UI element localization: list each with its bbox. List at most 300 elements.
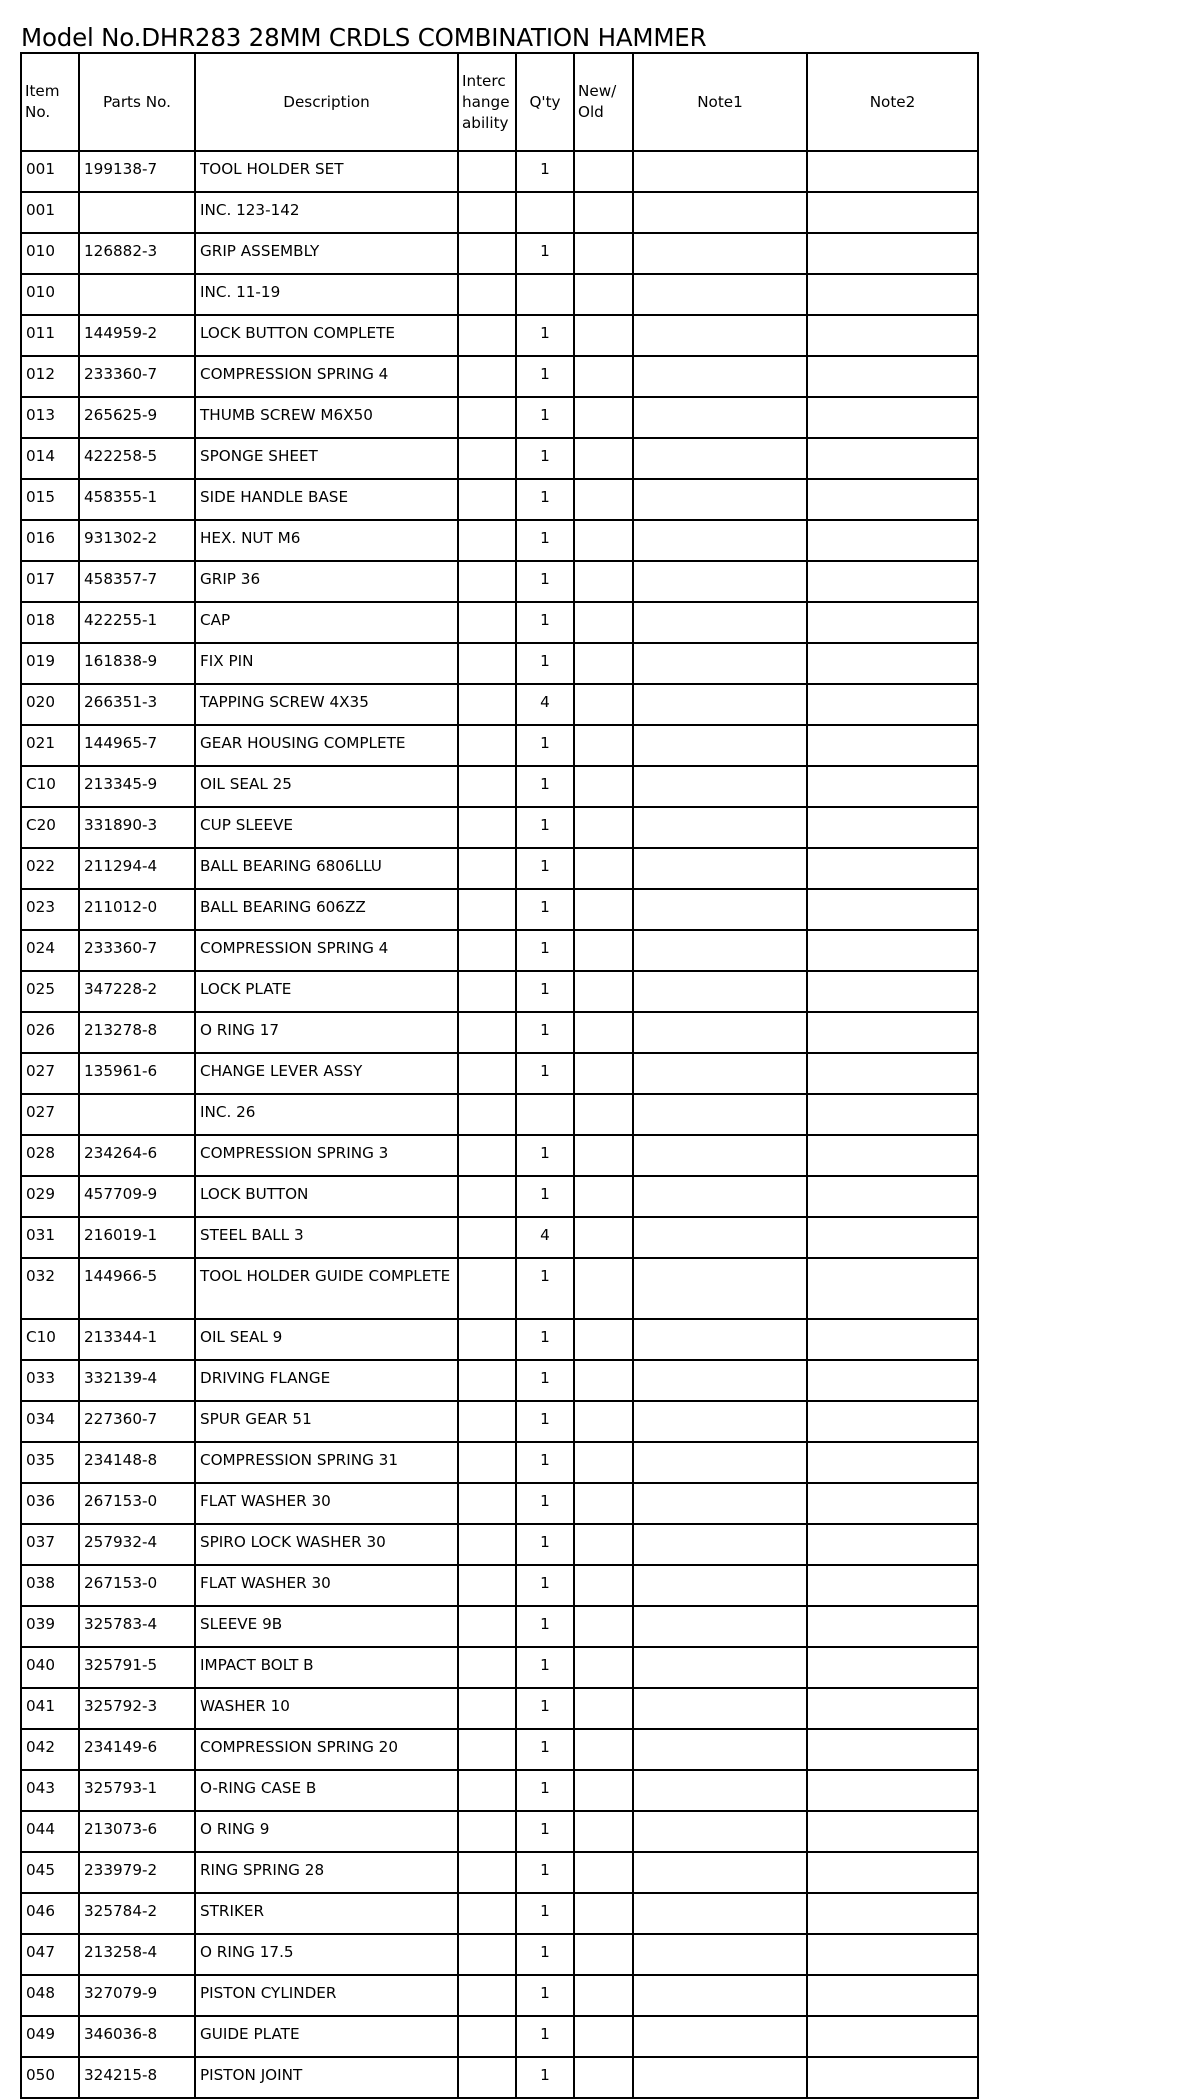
cell-qty: 1	[516, 1442, 574, 1483]
cell-new-old	[574, 397, 633, 438]
cell-description: WASHER 10	[195, 1688, 458, 1729]
header-note2: Note2	[807, 53, 978, 151]
cell-interchangeability	[458, 1258, 516, 1319]
cell-item-no: 014	[21, 438, 79, 479]
table-row	[21, 151, 978, 192]
cell-interchangeability	[458, 315, 516, 356]
cell-item-no: 050	[21, 2057, 79, 2098]
cell-parts-no: 213278-8	[79, 1012, 195, 1053]
cell-item-no: 048	[21, 1975, 79, 2016]
cell-item-no: 010	[21, 274, 79, 315]
cell-qty: 1	[516, 1360, 574, 1401]
cell-interchangeability	[458, 1360, 516, 1401]
cell-note2	[807, 1647, 978, 1688]
cell-new-old	[574, 1360, 633, 1401]
cell-note2	[807, 1975, 978, 2016]
cell-parts-no	[79, 1094, 195, 1135]
cell-qty: 1	[516, 1975, 574, 2016]
cell-note2	[807, 1483, 978, 1524]
cell-qty: 1	[516, 971, 574, 1012]
cell-description: TOOL HOLDER GUIDE COMPLETE	[195, 1258, 458, 1319]
cell-item-no: 028	[21, 1135, 79, 1176]
cell-interchangeability	[458, 1012, 516, 1053]
table-row	[21, 1975, 978, 2016]
table-row	[21, 1606, 978, 1647]
table-row	[21, 684, 978, 725]
cell-parts-no: 266351-3	[79, 684, 195, 725]
cell-note2	[807, 1934, 978, 1975]
cell-description: O RING 9	[195, 1811, 458, 1852]
cell-note2	[807, 192, 978, 233]
cell-qty: 1	[516, 561, 574, 602]
cell-new-old	[574, 1606, 633, 1647]
cell-note1	[633, 1094, 807, 1135]
cell-interchangeability	[458, 1401, 516, 1442]
cell-description: COMPRESSION SPRING 31	[195, 1442, 458, 1483]
cell-interchangeability	[458, 1319, 516, 1360]
header-qty: Q'ty	[516, 53, 574, 151]
cell-parts-no: 144965-7	[79, 725, 195, 766]
cell-note2	[807, 2057, 978, 2098]
cell-description: SLEEVE 9B	[195, 1606, 458, 1647]
cell-note2	[807, 315, 978, 356]
cell-item-no: 010	[21, 233, 79, 274]
table-row	[21, 1319, 978, 1360]
cell-note2	[807, 848, 978, 889]
cell-description: DRIVING FLANGE	[195, 1360, 458, 1401]
cell-new-old	[574, 1975, 633, 2016]
cell-description: CHANGE LEVER ASSY	[195, 1053, 458, 1094]
cell-description: O RING 17	[195, 1012, 458, 1053]
cell-note1	[633, 766, 807, 807]
cell-new-old	[574, 479, 633, 520]
cell-description: CUP SLEEVE	[195, 807, 458, 848]
cell-qty: 1	[516, 356, 574, 397]
cell-parts-no	[79, 192, 195, 233]
cell-new-old	[574, 1770, 633, 1811]
cell-interchangeability	[458, 1770, 516, 1811]
cell-note2	[807, 1442, 978, 1483]
table-row	[21, 1094, 978, 1135]
cell-qty	[516, 1094, 574, 1135]
cell-description: INC. 123-142	[195, 192, 458, 233]
cell-parts-no: 161838-9	[79, 643, 195, 684]
cell-note2	[807, 274, 978, 315]
cell-qty: 1	[516, 1606, 574, 1647]
cell-note2	[807, 725, 978, 766]
table-row	[21, 1811, 978, 1852]
cell-qty: 1	[516, 397, 574, 438]
cell-interchangeability	[458, 1975, 516, 2016]
cell-note1	[633, 2016, 807, 2057]
cell-parts-no: 199138-7	[79, 151, 195, 192]
cell-qty: 1	[516, 1811, 574, 1852]
cell-new-old	[574, 930, 633, 971]
cell-item-no: 018	[21, 602, 79, 643]
cell-new-old	[574, 1811, 633, 1852]
cell-qty: 1	[516, 2016, 574, 2057]
cell-note1	[633, 520, 807, 561]
table-row	[21, 1483, 978, 1524]
cell-item-no: 017	[21, 561, 79, 602]
cell-description: BALL BEARING 606ZZ	[195, 889, 458, 930]
cell-note2	[807, 1135, 978, 1176]
cell-qty: 1	[516, 1258, 574, 1319]
cell-note1	[633, 397, 807, 438]
cell-interchangeability	[458, 438, 516, 479]
cell-note1	[633, 602, 807, 643]
cell-note2	[807, 1606, 978, 1647]
table-row	[21, 274, 978, 315]
cell-interchangeability	[458, 602, 516, 643]
cell-new-old	[574, 602, 633, 643]
cell-note1	[633, 684, 807, 725]
cell-new-old	[574, 1176, 633, 1217]
cell-item-no: 016	[21, 520, 79, 561]
cell-note1	[633, 1606, 807, 1647]
cell-item-no: 033	[21, 1360, 79, 1401]
table-row	[21, 315, 978, 356]
cell-note2	[807, 1053, 978, 1094]
cell-description: LOCK BUTTON	[195, 1176, 458, 1217]
table-row	[21, 971, 978, 1012]
cell-description: INC. 11-19	[195, 274, 458, 315]
cell-note2	[807, 1688, 978, 1729]
cell-parts-no: 213073-6	[79, 1811, 195, 1852]
cell-description: SPONGE SHEET	[195, 438, 458, 479]
cell-note1	[633, 479, 807, 520]
cell-item-no: 046	[21, 1893, 79, 1934]
cell-interchangeability	[458, 356, 516, 397]
table-row	[21, 1893, 978, 1934]
cell-new-old	[574, 1565, 633, 1606]
table-row	[21, 397, 978, 438]
cell-note1	[633, 356, 807, 397]
cell-description: TOOL HOLDER SET	[195, 151, 458, 192]
cell-new-old	[574, 1053, 633, 1094]
cell-note1	[633, 1729, 807, 1770]
cell-item-no: 025	[21, 971, 79, 1012]
cell-note1	[633, 1053, 807, 1094]
cell-new-old	[574, 1135, 633, 1176]
parts-table	[20, 52, 979, 2099]
cell-description: O-RING CASE B	[195, 1770, 458, 1811]
cell-note1	[633, 1442, 807, 1483]
cell-qty: 1	[516, 930, 574, 971]
cell-note2	[807, 397, 978, 438]
cell-item-no: 038	[21, 1565, 79, 1606]
cell-qty: 1	[516, 1319, 574, 1360]
table-row	[21, 479, 978, 520]
table-row	[21, 602, 978, 643]
cell-note1	[633, 807, 807, 848]
cell-note2	[807, 971, 978, 1012]
cell-note1	[633, 1360, 807, 1401]
cell-new-old	[574, 725, 633, 766]
cell-note1	[633, 438, 807, 479]
cell-interchangeability	[458, 1811, 516, 1852]
table-row	[21, 1135, 978, 1176]
cell-description: THUMB SCREW M6X50	[195, 397, 458, 438]
cell-qty: 1	[516, 1012, 574, 1053]
cell-qty: 1	[516, 1053, 574, 1094]
cell-item-no: 001	[21, 192, 79, 233]
cell-note1	[633, 1565, 807, 1606]
cell-parts-no: 458355-1	[79, 479, 195, 520]
cell-parts-no: 331890-3	[79, 807, 195, 848]
cell-interchangeability	[458, 1483, 516, 1524]
cell-item-no: 036	[21, 1483, 79, 1524]
cell-note2	[807, 1319, 978, 1360]
cell-note1	[633, 1135, 807, 1176]
table-row	[21, 1176, 978, 1217]
cell-parts-no: 325792-3	[79, 1688, 195, 1729]
cell-item-no: 026	[21, 1012, 79, 1053]
cell-description: HEX. NUT M6	[195, 520, 458, 561]
cell-qty: 4	[516, 684, 574, 725]
cell-interchangeability	[458, 2057, 516, 2098]
table-row	[21, 561, 978, 602]
table-row	[21, 438, 978, 479]
cell-qty: 1	[516, 807, 574, 848]
table-row	[21, 1934, 978, 1975]
cell-interchangeability	[458, 725, 516, 766]
cell-interchangeability	[458, 1688, 516, 1729]
cell-interchangeability	[458, 1934, 516, 1975]
cell-description: CAP	[195, 602, 458, 643]
cell-qty: 1	[516, 1893, 574, 1934]
cell-parts-no: 422255-1	[79, 602, 195, 643]
cell-note2	[807, 684, 978, 725]
cell-qty: 1	[516, 1647, 574, 1688]
cell-interchangeability	[458, 1176, 516, 1217]
cell-new-old	[574, 2057, 633, 2098]
cell-description: SPUR GEAR 51	[195, 1401, 458, 1442]
cell-description: TAPPING SCREW 4X35	[195, 684, 458, 725]
cell-interchangeability	[458, 1094, 516, 1135]
cell-parts-no: 324215-8	[79, 2057, 195, 2098]
cell-description: FLAT WASHER 30	[195, 1483, 458, 1524]
cell-qty: 1	[516, 1483, 574, 1524]
cell-new-old	[574, 274, 633, 315]
cell-item-no: C10	[21, 1319, 79, 1360]
cell-qty: 1	[516, 1852, 574, 1893]
cell-interchangeability	[458, 848, 516, 889]
cell-new-old	[574, 1729, 633, 1770]
cell-note2	[807, 1852, 978, 1893]
cell-interchangeability	[458, 561, 516, 602]
cell-description: STEEL BALL 3	[195, 1217, 458, 1258]
cell-note2	[807, 356, 978, 397]
cell-note1	[633, 1934, 807, 1975]
cell-note2	[807, 479, 978, 520]
cell-description: FIX PIN	[195, 643, 458, 684]
cell-parts-no	[79, 274, 195, 315]
cell-interchangeability	[458, 397, 516, 438]
cell-qty: 4	[516, 1217, 574, 1258]
cell-description: OIL SEAL 25	[195, 766, 458, 807]
cell-description: LOCK PLATE	[195, 971, 458, 1012]
cell-interchangeability	[458, 1565, 516, 1606]
cell-qty: 1	[516, 1401, 574, 1442]
cell-item-no: 023	[21, 889, 79, 930]
cell-qty: 1	[516, 766, 574, 807]
cell-note2	[807, 1094, 978, 1135]
cell-parts-no: 347228-2	[79, 971, 195, 1012]
cell-new-old	[574, 438, 633, 479]
cell-item-no: 027	[21, 1094, 79, 1135]
cell-qty: 1	[516, 2057, 574, 2098]
cell-interchangeability	[458, 889, 516, 930]
cell-item-no: 024	[21, 930, 79, 971]
table-row	[21, 1852, 978, 1893]
cell-description: PISTON CYLINDER	[195, 1975, 458, 2016]
cell-new-old	[574, 684, 633, 725]
parts-table-container	[20, 52, 977, 2084]
cell-interchangeability	[458, 807, 516, 848]
cell-new-old	[574, 2016, 633, 2057]
cell-interchangeability	[458, 233, 516, 274]
cell-interchangeability	[458, 1852, 516, 1893]
cell-parts-no: 234148-8	[79, 1442, 195, 1483]
cell-new-old	[574, 1934, 633, 1975]
cell-parts-no: 422258-5	[79, 438, 195, 479]
cell-new-old	[574, 889, 633, 930]
cell-note1	[633, 274, 807, 315]
cell-description: IMPACT BOLT B	[195, 1647, 458, 1688]
cell-note2	[807, 1811, 978, 1852]
cell-description: OIL SEAL 9	[195, 1319, 458, 1360]
cell-qty: 1	[516, 438, 574, 479]
cell-item-no: 031	[21, 1217, 79, 1258]
cell-description: GEAR HOUSING COMPLETE	[195, 725, 458, 766]
cell-description: COMPRESSION SPRING 20	[195, 1729, 458, 1770]
cell-qty	[516, 274, 574, 315]
cell-item-no: 019	[21, 643, 79, 684]
cell-parts-no: 325793-1	[79, 1770, 195, 1811]
cell-interchangeability	[458, 1217, 516, 1258]
cell-qty: 1	[516, 1770, 574, 1811]
cell-interchangeability	[458, 643, 516, 684]
cell-interchangeability	[458, 1053, 516, 1094]
cell-new-old	[574, 1852, 633, 1893]
cell-interchangeability	[458, 1893, 516, 1934]
cell-description: LOCK BUTTON COMPLETE	[195, 315, 458, 356]
cell-note1	[633, 1975, 807, 2016]
cell-note2	[807, 1401, 978, 1442]
cell-parts-no: 325791-5	[79, 1647, 195, 1688]
cell-new-old	[574, 766, 633, 807]
cell-qty: 1	[516, 889, 574, 930]
cell-note2	[807, 151, 978, 192]
cell-new-old	[574, 1647, 633, 1688]
cell-description: O RING 17.5	[195, 1934, 458, 1975]
cell-note2	[807, 1893, 978, 1934]
cell-item-no: 011	[21, 315, 79, 356]
cell-interchangeability	[458, 2016, 516, 2057]
cell-new-old	[574, 192, 633, 233]
cell-note1	[633, 315, 807, 356]
cell-note1	[633, 930, 807, 971]
cell-new-old	[574, 1094, 633, 1135]
cell-new-old	[574, 356, 633, 397]
cell-item-no: 044	[21, 1811, 79, 1852]
cell-description: COMPRESSION SPRING 4	[195, 930, 458, 971]
cell-note1	[633, 561, 807, 602]
cell-note1	[633, 151, 807, 192]
cell-note1	[633, 1893, 807, 1934]
cell-note2	[807, 1258, 978, 1319]
cell-parts-no: 144966-5	[79, 1258, 195, 1319]
cell-item-no: 020	[21, 684, 79, 725]
table-row	[21, 1647, 978, 1688]
table-row	[21, 848, 978, 889]
cell-new-old	[574, 1401, 633, 1442]
cell-item-no: 013	[21, 397, 79, 438]
cell-description: GRIP 36	[195, 561, 458, 602]
cell-description: BALL BEARING 6806LLU	[195, 848, 458, 889]
cell-qty: 1	[516, 233, 574, 274]
header-description: Description	[195, 53, 458, 151]
cell-parts-no: 126882-3	[79, 233, 195, 274]
cell-parts-no: 211294-4	[79, 848, 195, 889]
cell-item-no: 034	[21, 1401, 79, 1442]
table-row	[21, 1565, 978, 1606]
cell-new-old	[574, 1442, 633, 1483]
cell-parts-no: 233360-7	[79, 356, 195, 397]
cell-parts-no: 233979-2	[79, 1852, 195, 1893]
cell-new-old	[574, 1483, 633, 1524]
cell-parts-no: 325783-4	[79, 1606, 195, 1647]
cell-item-no: 032	[21, 1258, 79, 1319]
cell-new-old	[574, 151, 633, 192]
cell-qty: 1	[516, 725, 574, 766]
cell-new-old	[574, 1688, 633, 1729]
cell-item-no: 039	[21, 1606, 79, 1647]
cell-note2	[807, 807, 978, 848]
cell-item-no: 042	[21, 1729, 79, 1770]
page-title: Model No.DHR283 28MM CRDLS COMBINATION HAMMER	[21, 23, 707, 52]
cell-note1	[633, 971, 807, 1012]
cell-parts-no: 213258-4	[79, 1934, 195, 1975]
cell-qty: 1	[516, 1729, 574, 1770]
cell-parts-no: 257932-4	[79, 1524, 195, 1565]
table-row	[21, 1770, 978, 1811]
header-parts-no: Parts No.	[79, 53, 195, 151]
cell-interchangeability	[458, 1729, 516, 1770]
cell-note2	[807, 1176, 978, 1217]
cell-item-no: 022	[21, 848, 79, 889]
cell-new-old	[574, 520, 633, 561]
cell-new-old	[574, 971, 633, 1012]
cell-note1	[633, 889, 807, 930]
table-row	[21, 807, 978, 848]
table-row	[21, 766, 978, 807]
cell-note2	[807, 1524, 978, 1565]
cell-new-old	[574, 848, 633, 889]
cell-qty: 1	[516, 151, 574, 192]
cell-parts-no: 458357-7	[79, 561, 195, 602]
cell-note1	[633, 848, 807, 889]
cell-new-old	[574, 1319, 633, 1360]
cell-description: SPIRO LOCK WASHER 30	[195, 1524, 458, 1565]
cell-note2	[807, 438, 978, 479]
cell-qty: 1	[516, 848, 574, 889]
cell-parts-no: 227360-7	[79, 1401, 195, 1442]
cell-parts-no: 213344-1	[79, 1319, 195, 1360]
cell-interchangeability	[458, 192, 516, 233]
cell-note2	[807, 602, 978, 643]
